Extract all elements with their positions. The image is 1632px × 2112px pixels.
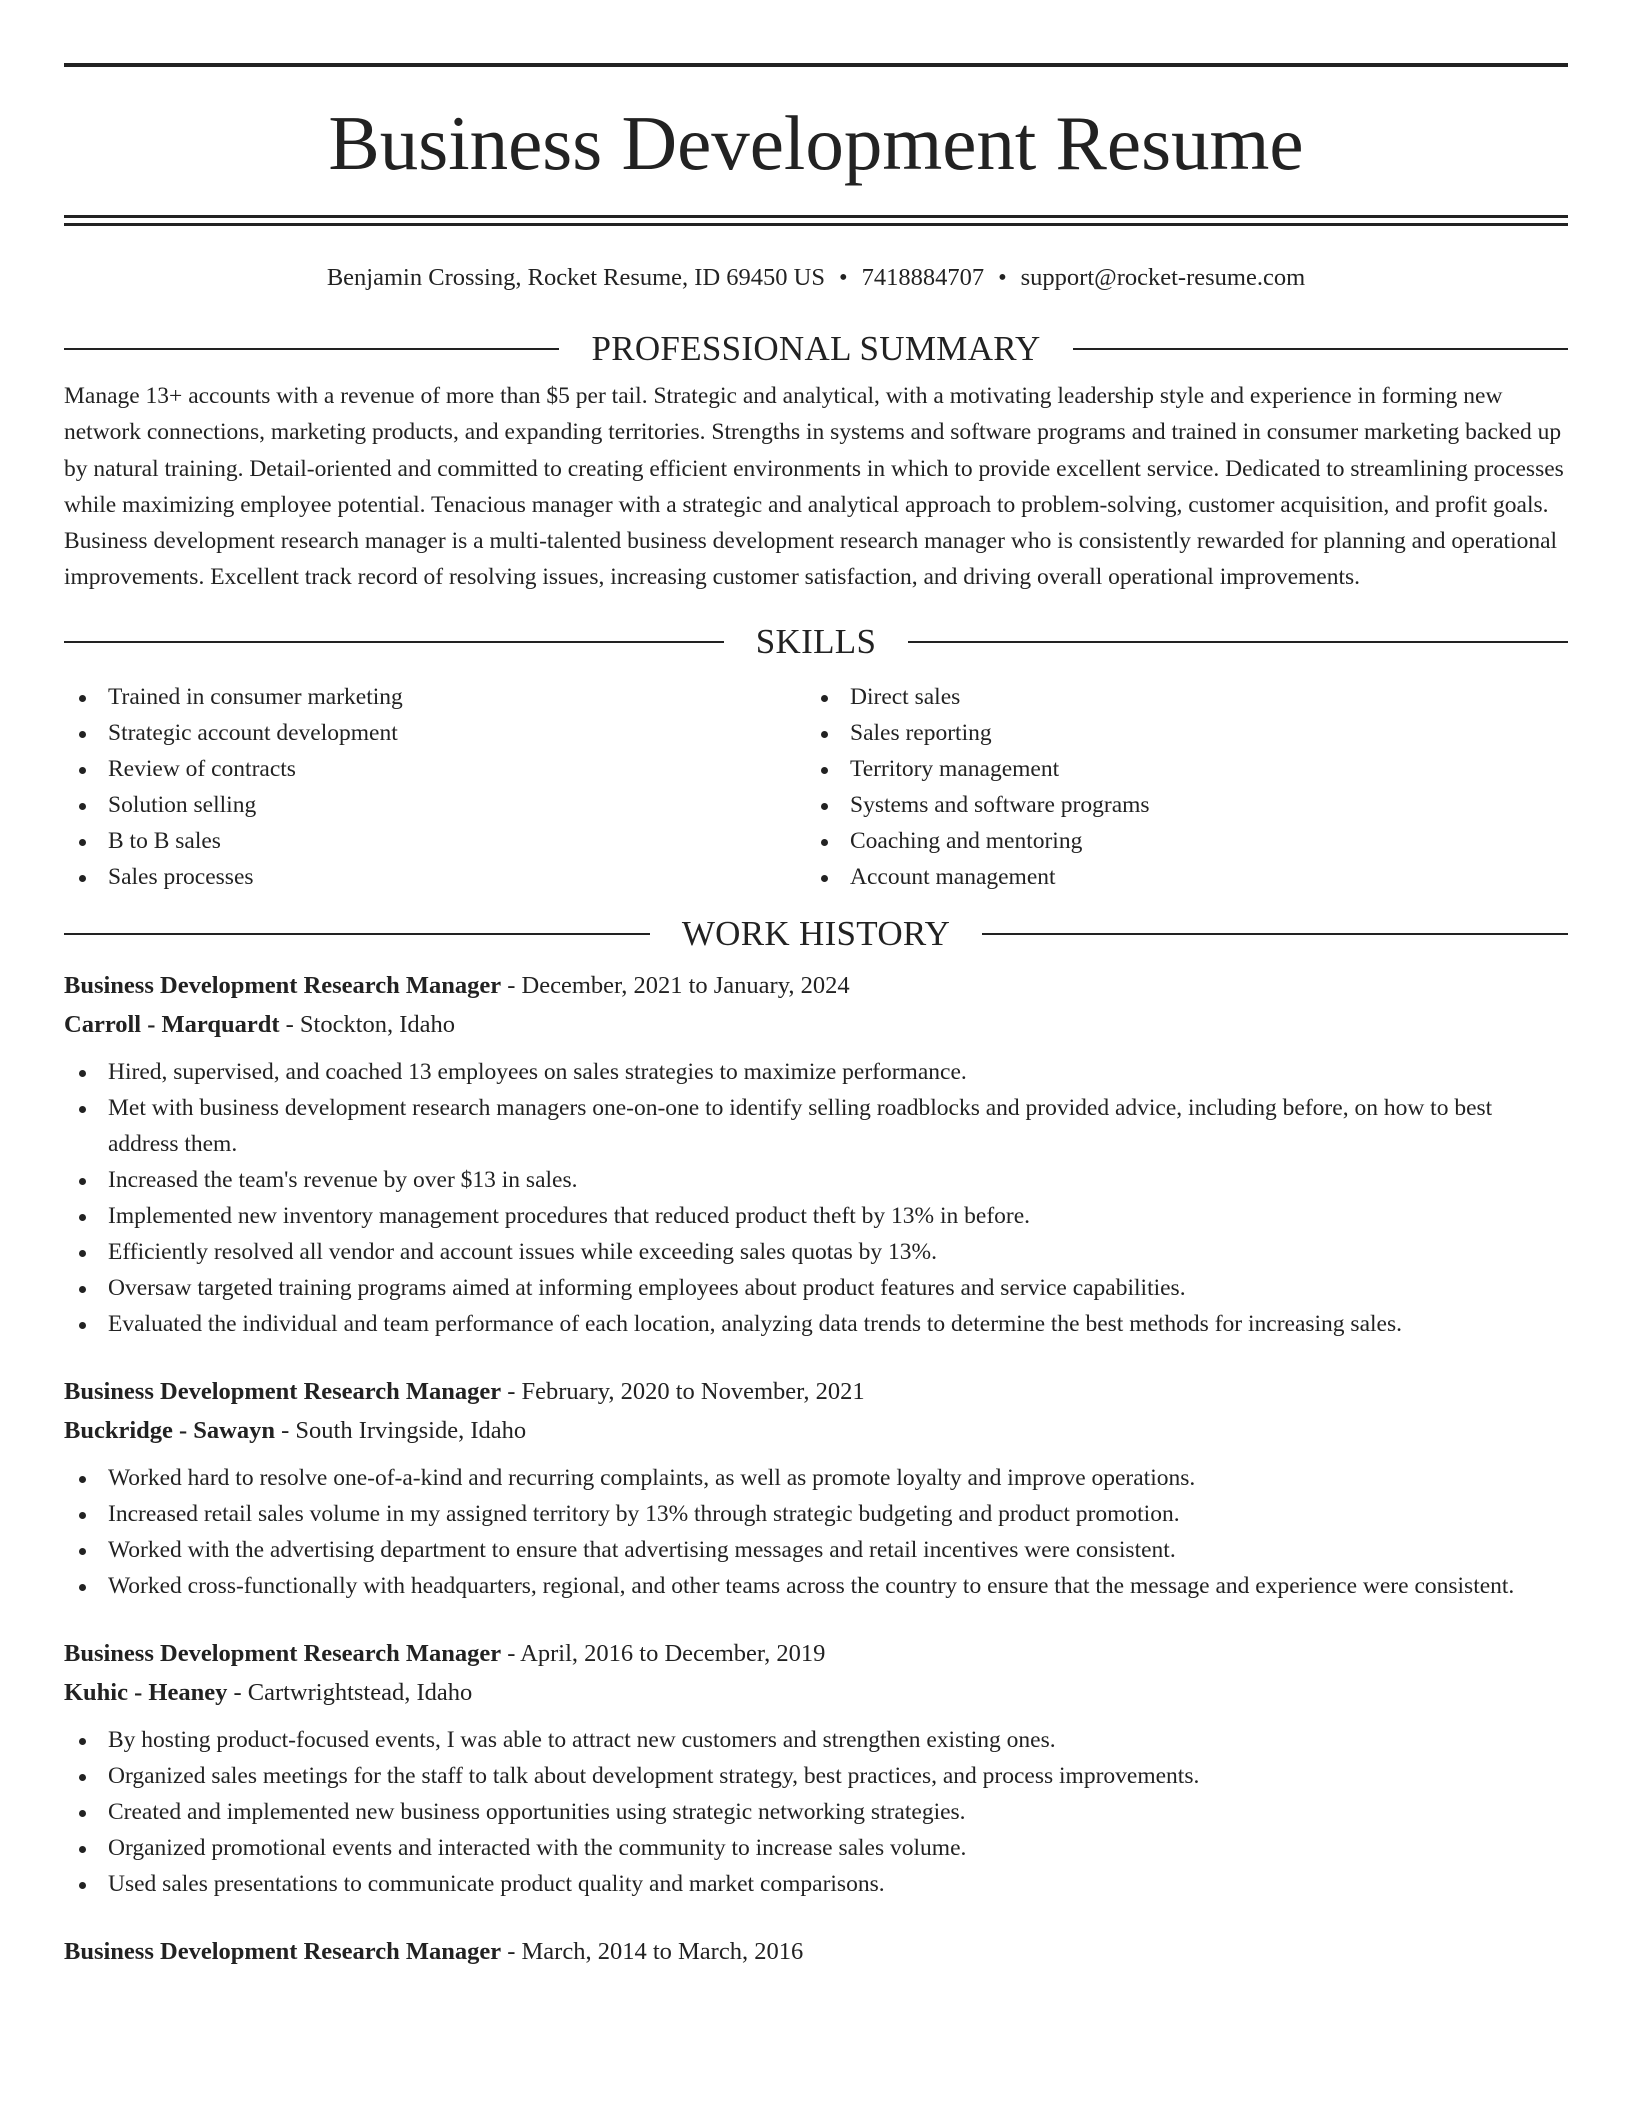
- list-item: [64, 1866, 1568, 1902]
- list-item-text: Created and implemented new business opportunities using strategic networking strategies.: [108, 1798, 966, 1825]
- job-location: - Cartwrightstead, Idaho: [227, 1678, 473, 1706]
- bullet-icon: [79, 695, 86, 702]
- list-item-text: Efficiently resolved all vendor and account issues while exceeding sales quotas by 13%.: [108, 1238, 938, 1265]
- list-item: [64, 1162, 1568, 1198]
- bullet-icon: [79, 1178, 86, 1185]
- list-item: [64, 1460, 1568, 1496]
- job-company-line: [64, 1411, 1568, 1450]
- list-item-text: Organized sales meetings for the staff to talk about development strategy, best practices, and process improvements.: [108, 1762, 1200, 1789]
- bullet-icon: [821, 839, 828, 846]
- job-entry: [64, 1634, 1568, 1902]
- job-dates: - April, 2016 to December, 2019: [501, 1639, 826, 1667]
- bullet-icon: [821, 875, 828, 882]
- list-item-text: Worked with the advertising department to ensure that advertising messages and retail incentives were consistent.: [108, 1536, 1176, 1563]
- bullet-icon: [79, 1106, 86, 1113]
- bullet-icon: [821, 731, 828, 738]
- list-item-text: Trained in consumer marketing: [108, 683, 403, 710]
- job-dates: - December, 2021 to January, 2024: [501, 971, 850, 999]
- job-dates: - February, 2020 to November, 2021: [501, 1377, 865, 1405]
- bullet-icon: [79, 1476, 86, 1483]
- list-item-text: Territory management: [850, 755, 1060, 782]
- job-title: Business Development Research Manager: [64, 1377, 502, 1405]
- bullet-icon: [79, 1512, 86, 1519]
- list-item-text: Coaching and mentoring: [850, 827, 1083, 854]
- list-item-text: Sales processes: [108, 863, 254, 890]
- contact-address: Benjamin Crossing, Rocket Resume, ID 69450 US: [326, 264, 825, 291]
- list-item: [64, 1054, 1568, 1090]
- job-title: Business Development Research Manager: [64, 971, 502, 999]
- list-item-text: Solution selling: [108, 791, 257, 818]
- list-item: [64, 679, 806, 715]
- job-company-line: [64, 1005, 1568, 1044]
- bullet-icon: [79, 1810, 86, 1817]
- bullet-icon: [79, 839, 86, 846]
- summary-text: Manage 13+ accounts with a revenue of more than $5 per tail. Strategic and analytical, with a motivating leadership style and experience in forming new network connections, marketing products, and expanding territories. Strengths in systems and software programs and trained in consumer marketing backed up by natural training. Detail-oriented and committed to creating efficient environments in which to provide excellent service. Dedicated to streamlining processes while maximizing employee potential. Tenacious manager with a strategic and analytical approach to problem-solving, customer acquisition, and profit goals. Business development research manager is a multi-talented business development research manager who is consistently rewarded for planning and operational improvements. Excellent track record of resolving issues, increasing customer satisfaction, and driving overall operational improvements.: [64, 383, 1564, 591]
- list-item: [64, 1234, 1568, 1270]
- bullet-icon: [79, 1070, 86, 1077]
- job-bullets: [64, 1054, 1568, 1342]
- list-item: [64, 1758, 1568, 1794]
- list-item-text: Organized promotional events and interacted with the community to increase sales volume.: [108, 1834, 967, 1861]
- list-item-text: Implemented new inventory management procedures that reduced product theft by 13% in before.: [108, 1202, 1031, 1229]
- list-item: [64, 1090, 1568, 1162]
- title-double-rule: [64, 215, 1568, 226]
- bullet-icon: [79, 1584, 86, 1591]
- list-item-text: Evaluated the individual and team performance of each location, analyzing data trends to determine the best methods for increasing sales.: [108, 1310, 1402, 1337]
- list-item-text: Hired, supervised, and coached 13 employees on sales strategies to maximize performance.: [108, 1058, 967, 1085]
- job-title: Business Development Research Manager: [64, 1937, 502, 1965]
- skills-heading: [64, 622, 1568, 662]
- list-item-text: Met with business development research managers one-on-one to identify selling roadblocks and provided advice, including before, on how to best address them.: [108, 1094, 1493, 1157]
- skills-column-right: [806, 679, 1548, 895]
- list-item-text: Review of contracts: [108, 755, 296, 782]
- job-dates: - March, 2014 to March, 2016: [501, 1937, 804, 1965]
- list-item-text: Account management: [850, 863, 1056, 890]
- list-item: [64, 1198, 1568, 1234]
- bullet-icon: [79, 1250, 86, 1257]
- list-item-text: Systems and software programs: [850, 791, 1150, 818]
- list-item-text: By hosting product-focused events, I was able to attract new customers and strengthen existing ones.: [108, 1726, 1056, 1753]
- bullet-icon: [821, 767, 828, 774]
- list-item: [806, 859, 1548, 895]
- job-entry: [64, 1372, 1568, 1604]
- list-item: [64, 1794, 1568, 1830]
- list-item-text: Worked hard to resolve one-of-a-kind and recurring complaints, as well as promote loyalty and improve operations.: [108, 1464, 1196, 1491]
- document-title: Business Development Resume: [328, 100, 1304, 186]
- bullet-icon: [79, 875, 86, 882]
- bullet-icon: [79, 1846, 86, 1853]
- bullet-icon: [79, 1774, 86, 1781]
- contact-line: [64, 263, 1568, 293]
- job-title-line: [64, 1932, 1568, 1971]
- bullet-icon: [821, 695, 828, 702]
- list-item-text: Increased retail sales volume in my assigned territory by 13% through strategic budgeting and product promotion.: [108, 1500, 1180, 1527]
- skills-list: [64, 679, 1568, 895]
- list-item: [64, 787, 806, 823]
- list-item: [64, 1270, 1568, 1306]
- list-item: [64, 1496, 1568, 1532]
- contact-separator: •: [998, 264, 1007, 291]
- bullet-icon: [79, 731, 86, 738]
- top-rule: [64, 63, 1568, 67]
- job-bullets: [64, 1460, 1568, 1604]
- list-item: [64, 751, 806, 787]
- bullet-icon: [821, 803, 828, 810]
- list-item: [806, 787, 1548, 823]
- job-company: Buckridge - Sawayn: [64, 1416, 276, 1444]
- contact-phone: 7418884707: [861, 264, 985, 291]
- job-entry: [64, 966, 1568, 1342]
- bullet-icon: [79, 1286, 86, 1293]
- list-item: [64, 1722, 1568, 1758]
- bullet-icon: [79, 1214, 86, 1221]
- job-company-line: [64, 1673, 1568, 1712]
- job-company: Carroll - Marquardt: [64, 1010, 280, 1038]
- list-item: [64, 823, 806, 859]
- list-item: [806, 679, 1548, 715]
- work-heading: [64, 914, 1568, 954]
- list-item: [806, 751, 1548, 787]
- work-history-list: [64, 966, 1568, 1971]
- list-item: [806, 715, 1548, 751]
- list-item-text: Sales reporting: [850, 719, 992, 746]
- job-title: Business Development Research Manager: [64, 1639, 502, 1667]
- contact-separator: •: [838, 264, 848, 291]
- bullet-icon: [79, 803, 86, 810]
- list-item: [64, 1532, 1568, 1568]
- list-item-text: Direct sales: [850, 683, 961, 710]
- skills-heading-text: SKILLS: [755, 621, 877, 661]
- list-item-text: Strategic account development: [108, 719, 398, 746]
- list-item: [64, 1306, 1568, 1342]
- list-item: [64, 1830, 1568, 1866]
- list-item-text: Worked cross-functionally with headquarters, regional, and other teams across the country to ensure that the message and experience were consistent.: [108, 1572, 1515, 1599]
- skills-column-left: [64, 679, 806, 895]
- job-title-line: [64, 966, 1568, 1005]
- list-item-text: Increased the team's revenue by over $13 in sales.: [108, 1166, 578, 1193]
- list-item-text: B to B sales: [108, 827, 221, 854]
- job-company: Kuhic - Heaney: [64, 1678, 228, 1706]
- summary-heading-text: PROFESSIONAL SUMMARY: [591, 329, 1041, 368]
- list-item: [64, 715, 806, 751]
- list-item: [64, 1568, 1568, 1604]
- contact-email: support@rocket-resume.com: [1020, 264, 1306, 291]
- job-title-line: [64, 1372, 1568, 1411]
- job-bullets: [64, 1722, 1568, 1902]
- work-heading-text: WORK HISTORY: [681, 913, 951, 953]
- list-item-text: Used sales presentations to communicate product quality and market comparisons.: [108, 1870, 885, 1897]
- bullet-icon: [79, 1548, 86, 1555]
- job-title-line: [64, 1634, 1568, 1673]
- list-item: [64, 859, 806, 895]
- list-item: [806, 823, 1548, 859]
- bullet-icon: [79, 767, 86, 774]
- summary-heading: [64, 329, 1568, 369]
- job-entry: [64, 1932, 1568, 1971]
- list-item-text: Oversaw targeted training programs aimed at informing employees about product features and service capabilities.: [108, 1274, 1186, 1301]
- job-location: - Stockton, Idaho: [279, 1010, 456, 1038]
- bullet-icon: [79, 1322, 86, 1329]
- resume-content: [64, 63, 1568, 1971]
- bullet-icon: [79, 1738, 86, 1745]
- bullet-icon: [79, 1882, 86, 1889]
- job-location: - South Irvingside, Idaho: [275, 1416, 527, 1444]
